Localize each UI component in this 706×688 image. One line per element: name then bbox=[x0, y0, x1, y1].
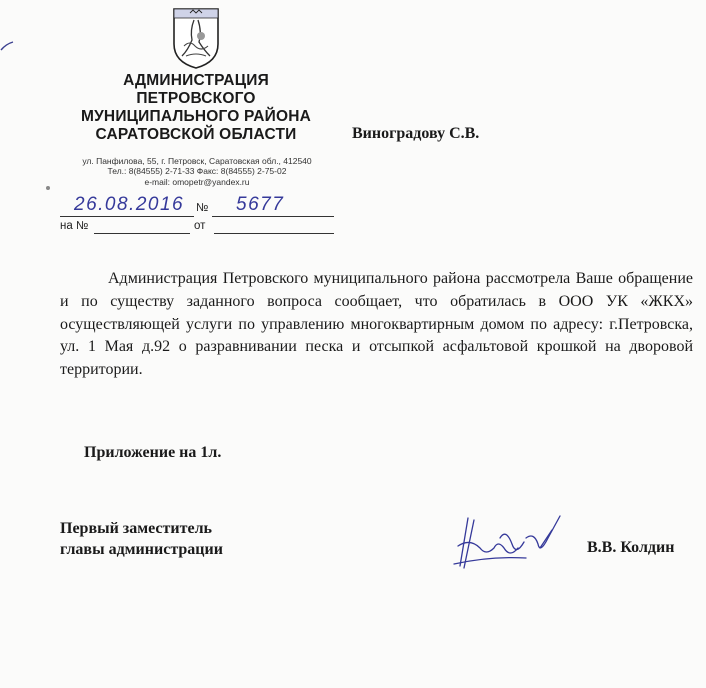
signatory-title bbox=[60, 518, 223, 560]
registration-block bbox=[60, 196, 340, 242]
margin-dot bbox=[46, 186, 50, 190]
letter-body: Администрация Петровского муниципального района рассмотрела Ваше обращение и по существу заданного вопроса сообщает, что обратилась в ООО УК «ЖКХ» осуществляющей услуги по управлению многоквартирным домом по адресу: г.Петровска, ул. 1 Мая д.92 о разравнивании песка и отсыпкой асфальтовой крошкой на дворовой территории. bbox=[60, 270, 693, 379]
attachment-note: Приложение на 1л. bbox=[84, 444, 222, 461]
date-line bbox=[60, 216, 194, 217]
number-label: № bbox=[196, 202, 209, 214]
contact-block bbox=[66, 156, 328, 187]
number-line bbox=[212, 216, 334, 217]
coat-of-arms-icon bbox=[168, 6, 224, 70]
email: e-mail: omopetr@yandex.ru bbox=[144, 176, 250, 187]
handwritten-date: 26.08.2016 bbox=[74, 194, 185, 215]
signatory-title-line: главы администрации bbox=[60, 541, 223, 558]
handwritten-signature bbox=[440, 508, 570, 578]
recipient: Виноградову С.В. bbox=[352, 125, 480, 142]
org-line: ПЕТРОВСКОГО bbox=[136, 90, 256, 107]
from-label: от bbox=[194, 220, 206, 232]
org-line: МУНИЦИПАЛЬНОГО РАЙОНА bbox=[80, 108, 312, 125]
phone-fax: Тел.: 8(84555) 2-71-33 Факс: 8(84555) 2-75-02 bbox=[107, 166, 287, 177]
signatory-name: В.В. Колдин bbox=[587, 539, 675, 556]
handwritten-number: 5677 bbox=[236, 194, 285, 215]
address: ул. Панфилова, 55, г. Петровск, Саратовская обл., 412540 bbox=[82, 156, 312, 166]
organization-name bbox=[60, 72, 332, 144]
reply-label: на № bbox=[60, 220, 89, 232]
margin-mark bbox=[0, 40, 14, 52]
reply-date-line bbox=[214, 233, 334, 234]
org-line: АДМИНИСТРАЦИЯ bbox=[123, 72, 269, 89]
signatory-title-line: Первый заместитель bbox=[60, 520, 212, 537]
org-line: САРАТОВСКОЙ ОБЛАСТИ bbox=[95, 126, 297, 143]
reply-number-line bbox=[94, 233, 190, 234]
